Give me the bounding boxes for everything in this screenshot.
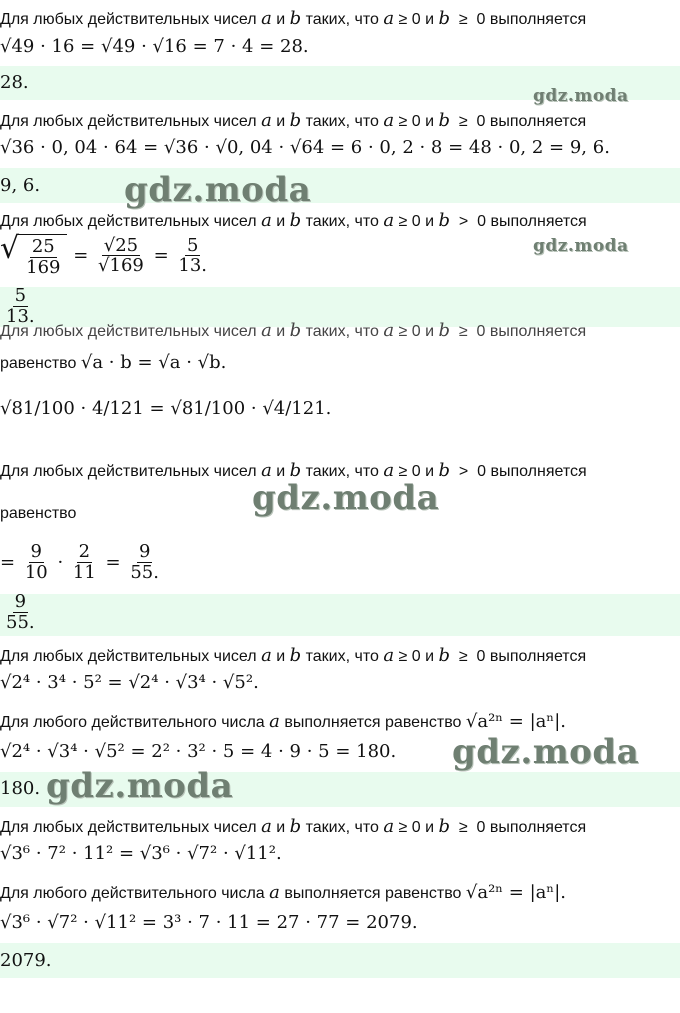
equation-line: √49 · 16 = √49 · √16 = 7 · 4 = 28.: [0, 36, 309, 57]
equation-line: √2⁴ · 3⁴ · 5² = √2⁴ · √3⁴ · √5².: [0, 672, 259, 693]
answer: 28.: [0, 72, 29, 93]
equation-line: = $\frac{9}{10}$ · $\frac{2}{11}$ = $\frac{9}{55.}$: [0, 541, 159, 583]
answer-band: [0, 591, 680, 636]
watermark: gdz.moda: [252, 478, 440, 518]
equation-line: √2⁴ · √3⁴ · √5² = 2² · 3² · 5 = 4 · 9 · 5 = 180.: [0, 741, 397, 762]
equality-statement: равенство √a · b = √a · √b.: [0, 352, 227, 373]
watermark: gdz.moda: [452, 732, 640, 772]
equation-line: √3⁶ · √7² · √11² = 3³ · 7 · 11 = 27 · 77 = 2079.: [0, 912, 418, 933]
equation-line: √81/100 · 4/121 = √81/100 · √4/121.: [0, 398, 332, 419]
watermark: gdz.moda: [533, 236, 629, 256]
answer: 2079.: [0, 950, 52, 971]
condition-text: Для любых действительных чисел a и b таких, что a ≥ 0 и b ≥ 0 выполняется: [0, 645, 587, 666]
answer-band: [0, 168, 680, 203]
answer: $\frac{9}{55.}$: [6, 591, 35, 633]
condition-text: Для любых действительных чисел a и b таких, что a ≥ 0 и b ≥ 0 выполняется: [0, 110, 587, 131]
equation-line: √3⁶ · 7² · 11² = √3⁶ · √7² · √11².: [0, 843, 282, 864]
answer: $\frac{5}{13.}$: [6, 285, 35, 327]
condition-text: Для любых действительных чисел a и b таких, что a ≥ 0 и b > 0 выполняется: [0, 460, 587, 481]
equality-statement: Для любого действительного числа a выполняется равенство √a²ⁿ = |aⁿ|.: [0, 882, 566, 903]
condition-text: Для любых действительных чисел a и b таких, что a ≥ 0 и b ≥ 0 выполняется: [0, 8, 587, 29]
watermark: gdz.moda: [533, 86, 629, 106]
answer: 180.: [0, 778, 41, 799]
answer: 9, 6.: [0, 175, 41, 196]
answer-band: [0, 943, 680, 978]
equality-statement: равенство: [0, 505, 77, 522]
equation-line: √36 · 0, 04 · 64 = √36 · √0, 04 · √64 = 6 · 0, 2 · 8 = 48 · 0, 2 = 9, 6.: [0, 137, 610, 158]
watermark: gdz.moda: [46, 766, 234, 806]
condition-text: Для любых действительных чисел a и b таких, что a ≥ 0 и b ≥ 0 выполняется: [0, 816, 587, 837]
condition-text: Для любых действительных чисел a и b таких, что a ≥ 0 и b ≥ 0 выполняется: [0, 320, 587, 341]
equality-statement: Для любого действительного числа a выполняется равенство √a²ⁿ = |aⁿ|.: [0, 711, 566, 732]
watermark: gdz.moda: [124, 170, 312, 210]
equation-line: √ $\frac{25}{169}$ = $\frac{√25}{√169}$ = $\frac{5}{13.}$: [0, 231, 208, 278]
condition-text: Для любых действительных чисел a и b таких, что a ≥ 0 и b > 0 выполняется: [0, 210, 587, 231]
